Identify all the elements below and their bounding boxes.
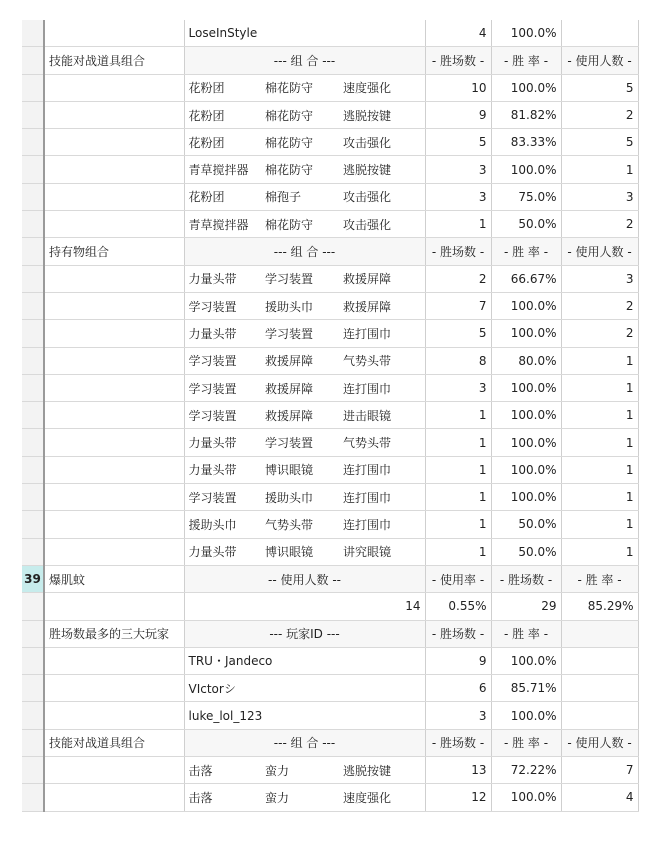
section-label-cell[interactable]: 爆肌蚊	[44, 565, 184, 592]
table-row	[22, 402, 638, 429]
row-number-cell	[22, 47, 44, 74]
item-cell[interactable]: 救援屏障	[339, 265, 425, 292]
data-cell[interactable]	[44, 183, 184, 210]
table-row	[22, 620, 638, 647]
wins-cell[interactable]: 1	[425, 538, 491, 565]
users-cell[interactable]: 1	[561, 456, 638, 483]
row-number-cell: 39	[22, 565, 44, 592]
player-id-cell[interactable]: LoseInStyle	[184, 20, 425, 47]
data-cell[interactable]	[44, 784, 184, 811]
row-number-cell	[22, 183, 44, 210]
item-cell[interactable]: 进击眼镜	[339, 402, 425, 429]
item-cell[interactable]: 青草搅拌器	[184, 156, 261, 183]
item-cell[interactable]: 学习装置	[184, 402, 261, 429]
data-cell[interactable]	[44, 675, 184, 702]
row-number-cell	[22, 129, 44, 156]
win-rate-cell[interactable]: 100.0%	[491, 702, 561, 729]
data-cell[interactable]	[44, 320, 184, 347]
row-number-cell	[22, 320, 44, 347]
player-id-cell[interactable]: TRU・Jandeco	[184, 647, 425, 674]
column-header-cell[interactable]: - 使用人数 -	[561, 729, 638, 756]
data-cell[interactable]	[44, 265, 184, 292]
wins-cell[interactable]: 1	[425, 211, 491, 238]
users-cell[interactable]: 1	[561, 402, 638, 429]
table-row	[22, 320, 638, 347]
item-cell[interactable]: 学习装置	[184, 347, 261, 374]
column-header-cell[interactable]: - 胜 率 -	[491, 729, 561, 756]
item-cell[interactable]: 连打围巾	[339, 456, 425, 483]
wins-cell[interactable]: 7	[425, 292, 491, 319]
wins-cell[interactable]: 1	[425, 402, 491, 429]
item-cell[interactable]: 力量头带	[184, 538, 261, 565]
win-rate-cell[interactable]: 100.0%	[491, 484, 561, 511]
data-cell[interactable]	[44, 347, 184, 374]
row-number-cell	[22, 456, 44, 483]
item-cell[interactable]: 连打围巾	[339, 484, 425, 511]
table-row	[22, 593, 638, 620]
data-cell[interactable]	[44, 757, 184, 784]
win-rate-cell[interactable]: 85.71%	[491, 675, 561, 702]
users-cell[interactable]: 2	[561, 211, 638, 238]
item-cell[interactable]: 蛮力	[261, 784, 339, 811]
users-cell[interactable]: 3	[561, 183, 638, 210]
data-cell[interactable]	[44, 429, 184, 456]
item-cell[interactable]: 救援屏障	[261, 402, 339, 429]
table-row	[22, 74, 638, 101]
win-rate-cell[interactable]: 50.0%	[491, 511, 561, 538]
item-cell[interactable]: 棉花防守	[261, 74, 339, 101]
item-cell[interactable]: 救援屏障	[261, 374, 339, 401]
table-row	[22, 675, 638, 702]
wins-cell[interactable]: 3	[425, 183, 491, 210]
item-cell[interactable]: 花粉团	[184, 101, 261, 128]
row-number-cell	[22, 402, 44, 429]
data-cell[interactable]	[44, 74, 184, 101]
item-cell[interactable]: 气势头带	[339, 347, 425, 374]
item-cell[interactable]: 援助头巾	[261, 292, 339, 319]
win-rate-cell[interactable]: 100.0%	[491, 402, 561, 429]
table-row	[22, 101, 638, 128]
item-cell[interactable]: 花粉团	[184, 183, 261, 210]
wins-cell[interactable]: 1	[425, 429, 491, 456]
win-rate-cell[interactable]: 100.0%	[491, 784, 561, 811]
wins-cell[interactable]: 2	[425, 265, 491, 292]
item-cell[interactable]: 棉花防守	[261, 101, 339, 128]
users-cell[interactable]: 1	[561, 538, 638, 565]
item-cell[interactable]: 攻击强化	[339, 129, 425, 156]
item-cell[interactable]: 力量头带	[184, 320, 261, 347]
wins-cell[interactable]: 1	[425, 456, 491, 483]
data-cell[interactable]	[44, 374, 184, 401]
table-row	[22, 374, 638, 401]
users-cell[interactable]: 2	[561, 101, 638, 128]
section-label-cell[interactable]: 技能对战道具组合	[44, 47, 184, 74]
win-rate-cell[interactable]: 100.0%	[491, 456, 561, 483]
column-header-cell[interactable]: - 胜场数 -	[425, 47, 491, 74]
item-cell[interactable]: 攻击强化	[339, 211, 425, 238]
player-id-cell[interactable]: VIctorシ	[184, 675, 425, 702]
data-cell[interactable]	[561, 20, 638, 47]
win-rate-cell[interactable]: 81.82%	[491, 101, 561, 128]
item-cell[interactable]: 救援屏障	[339, 292, 425, 319]
row-number-cell	[22, 620, 44, 647]
item-cell[interactable]: 连打围巾	[339, 374, 425, 401]
win-rate-cell[interactable]: 100.0%	[491, 156, 561, 183]
column-header-cell[interactable]: - 使用人数 -	[561, 47, 638, 74]
item-cell[interactable]: 速度强化	[339, 74, 425, 101]
users-cell[interactable]: 2	[561, 292, 638, 319]
wins-cell[interactable]: 3	[425, 156, 491, 183]
row-number-cell	[22, 593, 44, 620]
item-cell[interactable]: 花粉团	[184, 74, 261, 101]
item-cell[interactable]: 讲究眼镜	[339, 538, 425, 565]
spreadsheet-table	[22, 20, 639, 812]
data-cell[interactable]	[44, 511, 184, 538]
wins-cell[interactable]: 5	[425, 129, 491, 156]
item-cell[interactable]: 击落	[184, 757, 261, 784]
users-cell[interactable]: 7	[561, 757, 638, 784]
win-rate-cell[interactable]: 100.0%	[491, 320, 561, 347]
item-cell[interactable]: 连打围巾	[339, 511, 425, 538]
item-cell[interactable]: 击落	[184, 784, 261, 811]
table-row	[22, 429, 638, 456]
wins-cell[interactable]: 9	[425, 101, 491, 128]
item-cell[interactable]: 博识眼镜	[261, 456, 339, 483]
users-cell[interactable]: 2	[561, 320, 638, 347]
row-number-cell	[22, 729, 44, 756]
item-cell[interactable]: 援助头巾	[261, 484, 339, 511]
item-cell[interactable]: 攻击强化	[339, 183, 425, 210]
wins-cell[interactable]: 29	[491, 593, 561, 620]
item-cell[interactable]: 蛮力	[261, 757, 339, 784]
data-cell[interactable]	[44, 101, 184, 128]
column-header-cell[interactable]: - 胜场数 -	[425, 729, 491, 756]
row-number-cell	[22, 101, 44, 128]
table-row	[22, 211, 638, 238]
table-row	[22, 156, 638, 183]
data-cell[interactable]	[44, 20, 184, 47]
table-row	[22, 702, 638, 729]
usage-rate-cell[interactable]: 0.55%	[425, 593, 491, 620]
item-cell[interactable]: 气势头带	[339, 429, 425, 456]
row-number-cell	[22, 211, 44, 238]
row-number-cell	[22, 292, 44, 319]
item-cell[interactable]: 逃脱按键	[339, 156, 425, 183]
table-row	[22, 456, 638, 483]
usage-count-cell[interactable]: 14	[184, 593, 425, 620]
wins-cell[interactable]: 5	[425, 320, 491, 347]
item-cell[interactable]: 力量头带	[184, 265, 261, 292]
wins-cell[interactable]: 9	[425, 647, 491, 674]
table-row	[22, 183, 638, 210]
item-cell[interactable]: 花粉团	[184, 129, 261, 156]
users-cell[interactable]: 3	[561, 265, 638, 292]
row-number-cell	[22, 647, 44, 674]
win-rate-cell[interactable]: 100.0%	[491, 374, 561, 401]
item-cell[interactable]: 学习装置	[261, 320, 339, 347]
item-cell[interactable]: 逃脱按键	[339, 757, 425, 784]
row-number-cell	[22, 347, 44, 374]
wins-cell[interactable]: 10	[425, 74, 491, 101]
item-cell[interactable]: 学习装置	[184, 484, 261, 511]
table-row	[22, 129, 638, 156]
data-cell[interactable]	[44, 593, 184, 620]
users-cell[interactable]: 1	[561, 156, 638, 183]
table-row	[22, 47, 638, 74]
column-header-cell[interactable]: - 使用人数 -	[561, 238, 638, 265]
wins-cell[interactable]: 8	[425, 347, 491, 374]
win-rate-cell[interactable]: 100.0%	[491, 429, 561, 456]
win-rate-cell[interactable]: 50.0%	[491, 211, 561, 238]
column-header-cell[interactable]: -- 使用人数 --	[184, 565, 425, 592]
item-cell[interactable]: 学习装置	[184, 374, 261, 401]
row-number-cell	[22, 74, 44, 101]
row-number-cell	[22, 156, 44, 183]
data-cell[interactable]	[44, 702, 184, 729]
users-cell[interactable]: 1	[561, 484, 638, 511]
data-cell[interactable]	[44, 156, 184, 183]
users-cell[interactable]: 1	[561, 347, 638, 374]
win-rate-cell[interactable]: 83.33%	[491, 129, 561, 156]
data-cell[interactable]	[44, 484, 184, 511]
item-cell[interactable]: 援助头巾	[184, 511, 261, 538]
win-rate-cell[interactable]: 66.67%	[491, 265, 561, 292]
section-label-cell[interactable]: 胜场数最多的三大玩家	[44, 620, 184, 647]
data-cell[interactable]	[44, 538, 184, 565]
data-cell[interactable]	[44, 456, 184, 483]
users-cell[interactable]: 1	[561, 374, 638, 401]
table-row	[22, 538, 638, 565]
row-number-cell	[22, 538, 44, 565]
win-rate-cell[interactable]: 100.0%	[491, 74, 561, 101]
item-cell[interactable]: 棉花防守	[261, 129, 339, 156]
wins-cell[interactable]: 1	[425, 511, 491, 538]
column-header-cell[interactable]	[561, 620, 638, 647]
table-row	[22, 647, 638, 674]
section-label-cell[interactable]: 持有物组合	[44, 238, 184, 265]
column-header-cell[interactable]: --- 玩家ID ---	[184, 620, 425, 647]
users-cell[interactable]: 1	[561, 429, 638, 456]
column-header-cell[interactable]: --- 组 合 ---	[184, 238, 425, 265]
win-rate-cell[interactable]: 50.0%	[491, 538, 561, 565]
item-cell[interactable]: 青草搅拌器	[184, 211, 261, 238]
row-number-cell	[22, 757, 44, 784]
item-cell[interactable]: 棉孢子	[261, 183, 339, 210]
row-number-cell	[22, 484, 44, 511]
row-number-cell	[22, 20, 44, 47]
win-rate-cell[interactable]: 100.0%	[491, 20, 561, 47]
table-row	[22, 565, 638, 592]
users-cell[interactable]: 4	[561, 784, 638, 811]
win-rate-cell[interactable]: 85.29%	[561, 593, 638, 620]
item-cell[interactable]: 博识眼镜	[261, 538, 339, 565]
column-header-cell[interactable]: - 胜场数 -	[425, 620, 491, 647]
row-number-cell	[22, 784, 44, 811]
column-header-cell[interactable]: - 胜场数 -	[491, 565, 561, 592]
row-number-cell	[22, 265, 44, 292]
win-rate-cell[interactable]: 80.0%	[491, 347, 561, 374]
data-cell[interactable]	[44, 402, 184, 429]
item-cell[interactable]: 救援屏障	[261, 347, 339, 374]
row-number-cell	[22, 374, 44, 401]
item-cell[interactable]: 速度强化	[339, 784, 425, 811]
table-row	[22, 757, 638, 784]
row-number-cell	[22, 429, 44, 456]
item-cell[interactable]: 力量头带	[184, 429, 261, 456]
data-cell[interactable]	[44, 292, 184, 319]
row-number-cell	[22, 702, 44, 729]
player-id-cell[interactable]: luke_lol_123	[184, 702, 425, 729]
users-cell[interactable]: 1	[561, 511, 638, 538]
wins-cell[interactable]: 3	[425, 702, 491, 729]
wins-cell[interactable]: 3	[425, 374, 491, 401]
section-label-cell[interactable]: 技能对战道具组合	[44, 729, 184, 756]
column-header-cell[interactable]: - 胜 率 -	[491, 47, 561, 74]
wins-cell[interactable]: 4	[425, 20, 491, 47]
column-header-cell[interactable]: - 使用率 -	[425, 565, 491, 592]
data-cell[interactable]	[561, 675, 638, 702]
column-header-cell[interactable]: --- 组 合 ---	[184, 729, 425, 756]
column-header-cell[interactable]: - 胜 率 -	[491, 620, 561, 647]
table-row	[22, 484, 638, 511]
win-rate-cell[interactable]: 75.0%	[491, 183, 561, 210]
wins-cell[interactable]: 13	[425, 757, 491, 784]
item-cell[interactable]: 学习装置	[184, 292, 261, 319]
data-cell[interactable]	[561, 647, 638, 674]
users-cell[interactable]: 5	[561, 129, 638, 156]
data-cell[interactable]	[44, 211, 184, 238]
table-row	[22, 511, 638, 538]
item-cell[interactable]: 逃脱按键	[339, 101, 425, 128]
wins-cell[interactable]: 6	[425, 675, 491, 702]
row-number-cell	[22, 238, 44, 265]
column-header-cell[interactable]: - 胜 率 -	[491, 238, 561, 265]
wins-cell[interactable]: 12	[425, 784, 491, 811]
item-cell[interactable]: 气势头带	[261, 511, 339, 538]
column-header-cell[interactable]: - 胜 率 -	[561, 565, 638, 592]
table-row	[22, 347, 638, 374]
data-cell[interactable]	[44, 647, 184, 674]
table-row	[22, 729, 638, 756]
item-cell[interactable]: 力量头带	[184, 456, 261, 483]
users-cell[interactable]: 5	[561, 74, 638, 101]
table-row	[22, 784, 638, 811]
data-cell[interactable]	[44, 129, 184, 156]
item-cell[interactable]: 棉花防守	[261, 211, 339, 238]
win-rate-cell[interactable]: 100.0%	[491, 647, 561, 674]
item-cell[interactable]: 棉花防守	[261, 156, 339, 183]
data-cell[interactable]	[561, 702, 638, 729]
column-header-cell[interactable]: --- 组 合 ---	[184, 47, 425, 74]
item-cell[interactable]: 学习装置	[261, 265, 339, 292]
row-number-cell	[22, 675, 44, 702]
win-rate-cell[interactable]: 100.0%	[491, 292, 561, 319]
table-row	[22, 20, 638, 47]
column-header-cell[interactable]: - 胜场数 -	[425, 238, 491, 265]
item-cell[interactable]: 连打围巾	[339, 320, 425, 347]
table-row	[22, 265, 638, 292]
win-rate-cell[interactable]: 72.22%	[491, 757, 561, 784]
table-row	[22, 292, 638, 319]
wins-cell[interactable]: 1	[425, 484, 491, 511]
item-cell[interactable]: 学习装置	[261, 429, 339, 456]
table-row	[22, 238, 638, 265]
row-number-cell	[22, 511, 44, 538]
